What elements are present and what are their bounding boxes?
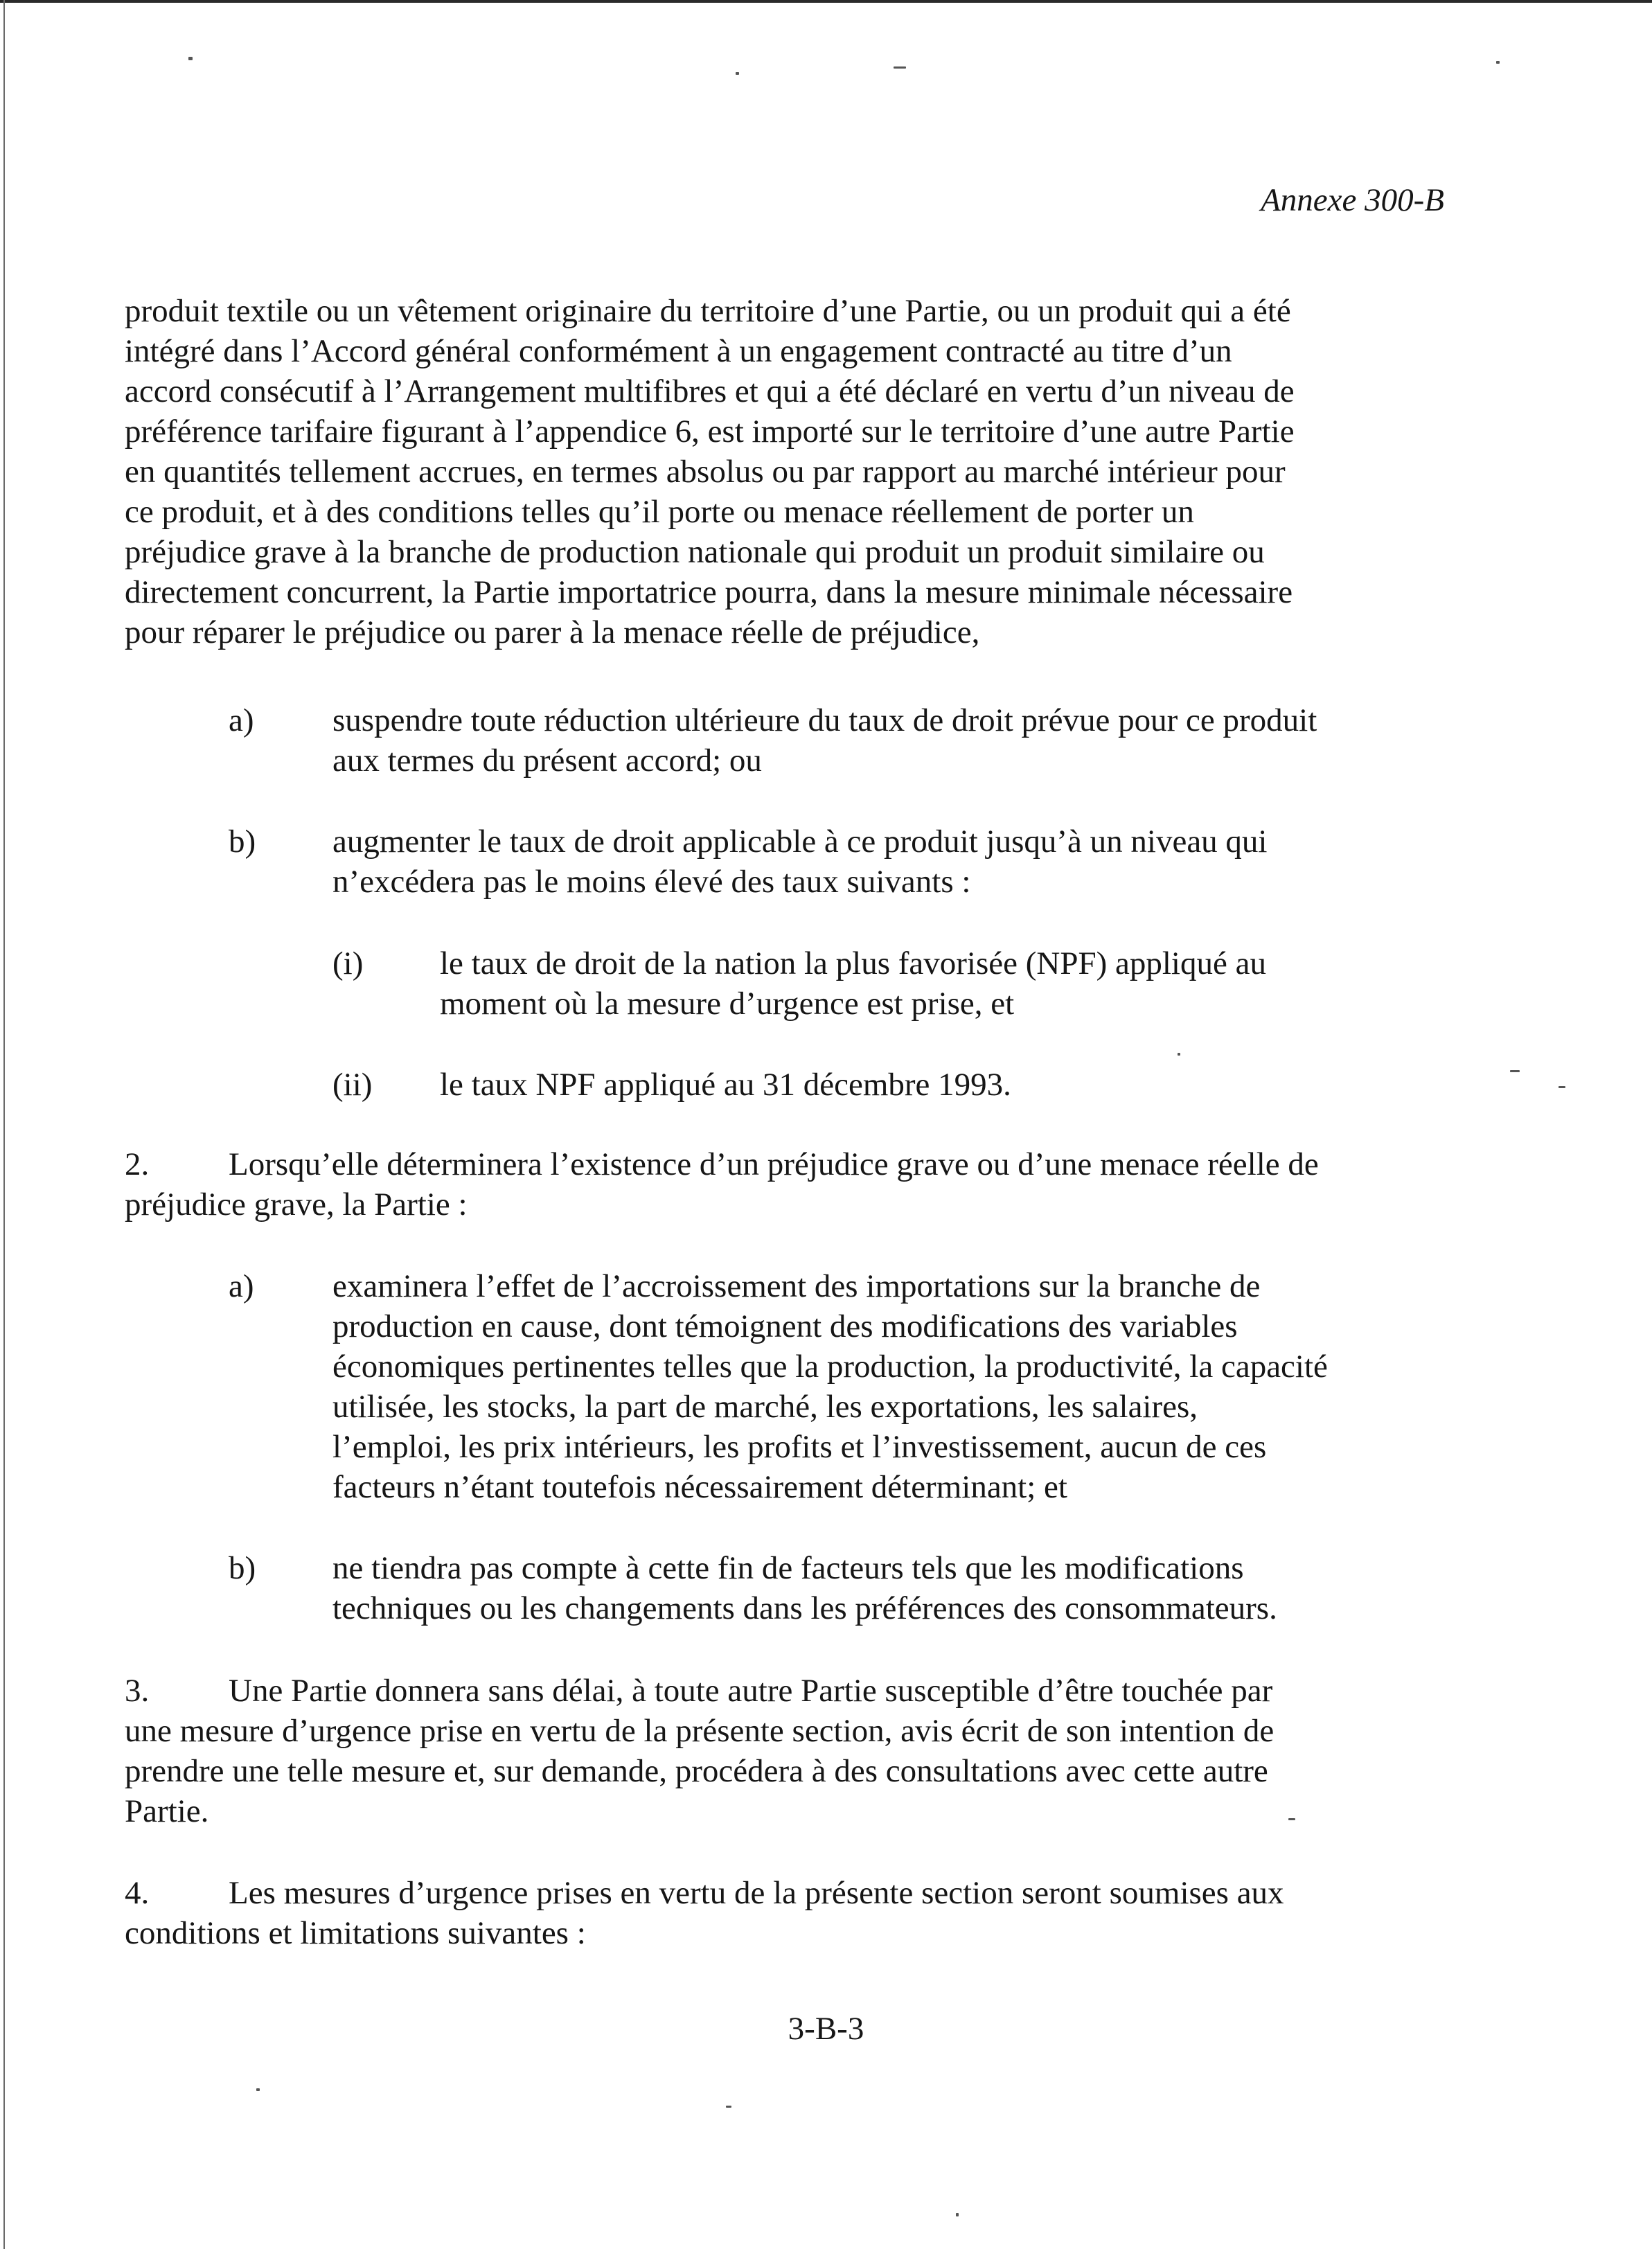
item-line: économiques pertinentes telles que la production, la productivité, la capacité bbox=[332, 1349, 1328, 1385]
paragraph-line: Lorsqu’elle déterminera l’existence d’un préjudice grave ou d’une menace réelle de bbox=[229, 1146, 1319, 1182]
item-line: ne tiendra pas compte à cette fin de facteurs tels que les modifications bbox=[332, 1550, 1244, 1586]
intro-line: pour réparer le préjudice ou parer à la menace réelle de préjudice, bbox=[125, 614, 980, 650]
intro-line: intégré dans l’Accord général conformément à un engagement contracté au titre d’un bbox=[125, 333, 1232, 369]
scan-speck bbox=[894, 66, 906, 69]
scan-speck bbox=[1178, 1053, 1180, 1056]
intro-line: produit textile ou un vêtement originaire du territoire d’une Partie, ou un produit qui a été bbox=[125, 293, 1291, 329]
paragraph-line: Une Partie donnera sans délai, à toute autre Partie susceptible d’être touchée par bbox=[229, 1673, 1273, 1709]
item-line: techniques ou les changements dans les préférences des consommateurs. bbox=[332, 1590, 1277, 1626]
item-line: aux termes du présent accord; ou bbox=[332, 743, 762, 779]
item-line: production en cause, dont témoignent des modifications des variables bbox=[332, 1308, 1238, 1344]
item-label: a) bbox=[229, 1268, 254, 1304]
intro-line: directement concurrent, la Partie importatrice pourra, dans la mesure minimale nécessaire bbox=[125, 574, 1293, 610]
scan-speck bbox=[726, 2106, 731, 2108]
item-line: n’excédera pas le moins élevé des taux suivants : bbox=[332, 864, 971, 900]
paragraph-line: Partie. bbox=[125, 1793, 209, 1829]
item-label: b) bbox=[229, 824, 256, 860]
paragraph-line: Les mesures d’urgence prises en vertu de la présente section seront soumises aux bbox=[229, 1875, 1284, 1911]
intro-line: préjudice grave à la branche de production nationale qui produit un produit similaire ou bbox=[125, 534, 1265, 570]
intro-line: ce produit, et à des conditions telles qu’il porte ou menace réellement de porter un bbox=[125, 494, 1194, 530]
item-label: b) bbox=[229, 1550, 256, 1586]
item-line: l’emploi, les prix intérieurs, les profits et l’investissement, aucun de ces bbox=[332, 1429, 1267, 1465]
subitem-label: (i) bbox=[332, 945, 364, 981]
scan-border-left bbox=[3, 0, 5, 2249]
subitem-line: le taux NPF appliqué au 31 décembre 1993. bbox=[440, 1067, 1011, 1103]
annex-header: Annexe 300-B bbox=[1261, 182, 1444, 218]
paragraph-line: une mesure d’urgence prise en vertu de la présente section, avis écrit de son intention de bbox=[125, 1713, 1274, 1749]
subitem-label: (ii) bbox=[332, 1067, 373, 1103]
scan-speck bbox=[1288, 1818, 1295, 1820]
paragraph-line: préjudice grave, la Partie : bbox=[125, 1186, 468, 1223]
scan-speck bbox=[256, 2088, 260, 2091]
paragraph-number: 4. bbox=[125, 1875, 150, 1911]
scan-speck bbox=[188, 57, 193, 60]
subitem-line: moment où la mesure d’urgence est prise, et bbox=[440, 986, 1015, 1022]
item-line: suspendre toute réduction ultérieure du taux de droit prévue pour ce produit bbox=[332, 702, 1317, 738]
scan-speck bbox=[1558, 1086, 1565, 1088]
item-line: utilisée, les stocks, la part de marché, les exportations, les salaires, bbox=[332, 1389, 1198, 1425]
scan-speck bbox=[736, 72, 739, 75]
paragraph-number: 2. bbox=[125, 1146, 150, 1182]
scan-speck bbox=[1510, 1070, 1520, 1072]
subitem-line: le taux de droit de la nation la plus favorisée (NPF) appliqué au bbox=[440, 945, 1266, 981]
item-line: augmenter le taux de droit applicable à ce produit jusqu’à un niveau qui bbox=[332, 824, 1268, 860]
item-line: facteurs n’étant toutefois nécessairement déterminant; et bbox=[332, 1469, 1067, 1505]
item-label: a) bbox=[229, 702, 254, 738]
item-line: examinera l’effet de l’accroissement des importations sur la branche de bbox=[332, 1268, 1261, 1304]
scan-speck bbox=[1496, 61, 1500, 64]
paragraph-number: 3. bbox=[125, 1673, 150, 1709]
intro-line: préférence tarifaire figurant à l’appendice 6, est importé sur le territoire d’une autre Partie bbox=[125, 414, 1295, 450]
intro-line: accord consécutif à l’Arrangement multifibres et qui a été déclaré en vertu d’un niveau de bbox=[125, 373, 1295, 409]
paragraph-line: prendre une telle mesure et, sur demande, procédera à des consultations avec cette autre bbox=[125, 1753, 1268, 1789]
paragraph-line: conditions et limitations suivantes : bbox=[125, 1915, 586, 1951]
scan-speck bbox=[956, 2213, 959, 2216]
scan-border-top bbox=[0, 0, 1652, 3]
page-number: 3-B-3 bbox=[788, 2011, 864, 2047]
intro-line: en quantités tellement accrues, en termes absolus ou par rapport au marché intérieur pour bbox=[125, 454, 1286, 490]
